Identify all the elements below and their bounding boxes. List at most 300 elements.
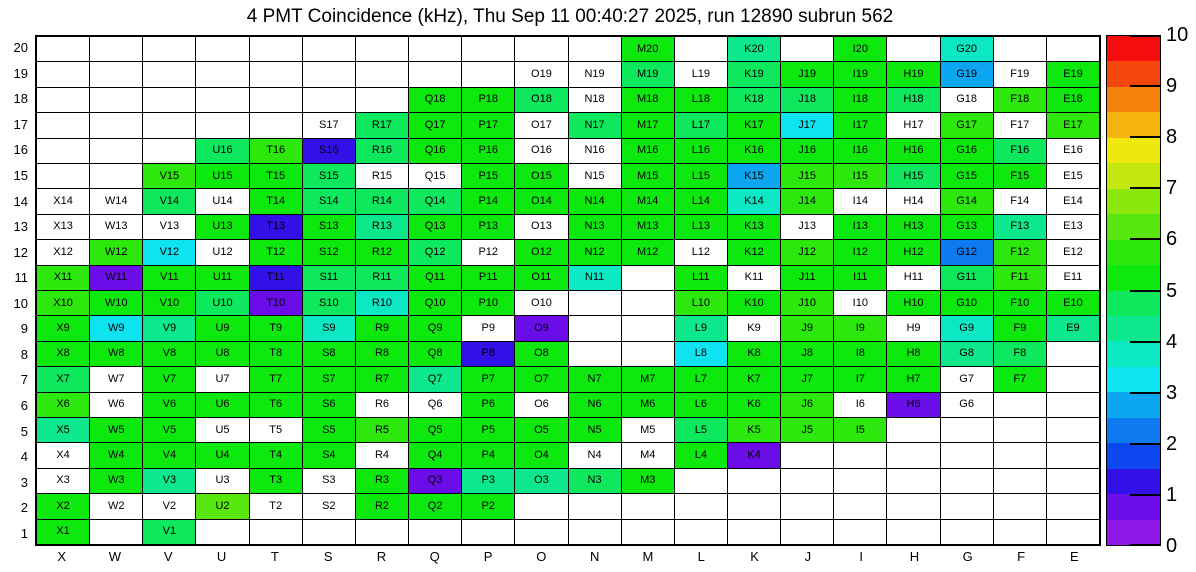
- y-tick-label: 17: [13, 116, 28, 132]
- colorbar-band: [1107, 494, 1160, 519]
- heatmap-cell: [781, 37, 833, 61]
- heatmap-cell: R4: [356, 443, 408, 467]
- heatmap-cell: [196, 37, 248, 61]
- heatmap-cell: S3: [303, 469, 355, 493]
- heatmap-cell: N14: [569, 189, 621, 213]
- heatmap-cell: O13: [515, 215, 567, 239]
- x-tick-label: P: [483, 549, 493, 564]
- y-tick-label: 12: [13, 244, 28, 260]
- heatmap-cell: V6: [143, 393, 195, 417]
- heatmap-cell: U8: [196, 342, 248, 366]
- heatmap-cell: Q16: [409, 139, 461, 163]
- y-tick-label: 20: [13, 40, 28, 56]
- heatmap-cell: K14: [728, 189, 780, 213]
- heatmap-cell: Q18: [409, 88, 461, 112]
- heatmap-cell: T2: [250, 494, 302, 518]
- heatmap-cell: P3: [462, 469, 514, 493]
- heatmap-cell: O11: [515, 266, 567, 290]
- heatmap-cell: [569, 291, 621, 315]
- heatmap-cell: P11: [462, 266, 514, 290]
- heatmap-cell: S14: [303, 189, 355, 213]
- heatmap-cell: U9: [196, 316, 248, 340]
- heatmap-cell: R7: [356, 367, 408, 391]
- heatmap-cell: U10: [196, 291, 248, 315]
- heatmap-cell: I19: [834, 62, 886, 86]
- heatmap-cell: L14: [675, 189, 727, 213]
- heatmap-cell: J5: [781, 418, 833, 442]
- colorbar-band: [1107, 112, 1160, 137]
- heatmap-cell: S11: [303, 266, 355, 290]
- heatmap-cell: O15: [515, 164, 567, 188]
- colorbar-band: [1107, 418, 1160, 443]
- heatmap-cell: [37, 164, 89, 188]
- y-tick-label: 3: [20, 474, 28, 490]
- heatmap-cell: W8: [90, 342, 142, 366]
- heatmap-cell: [196, 520, 248, 544]
- heatmap-cell: G18: [941, 88, 993, 112]
- heatmap-cell: O7: [515, 367, 567, 391]
- heatmap-cell: T12: [250, 240, 302, 264]
- heatmap-cell: P7: [462, 367, 514, 391]
- heatmap-cell: W7: [90, 367, 142, 391]
- heatmap-cell: R15: [356, 164, 408, 188]
- colorbar-tick-label: 7: [1166, 177, 1178, 200]
- heatmap-cell: O19: [515, 62, 567, 86]
- heatmap-cell: K10: [728, 291, 780, 315]
- heatmap-cell: L7: [675, 367, 727, 391]
- heatmap-cell: T9: [250, 316, 302, 340]
- heatmap-cell: L12: [675, 240, 727, 264]
- heatmap-cell: P6: [462, 393, 514, 417]
- heatmap-cell: G19: [941, 62, 993, 86]
- heatmap-cell: R11: [356, 266, 408, 290]
- heatmap-cell: O3: [515, 469, 567, 493]
- heatmap-cell: K9: [728, 316, 780, 340]
- colorbar-tick-label: 0: [1166, 535, 1178, 557]
- heatmap-cell: G14: [941, 189, 993, 213]
- heatmap-cell: [143, 139, 195, 163]
- x-tick-label: Q: [429, 549, 440, 564]
- heatmap-cell: [1047, 494, 1099, 518]
- heatmap-cell: W6: [90, 393, 142, 417]
- heatmap-cell: E14: [1047, 189, 1099, 213]
- heatmap-cell: W10: [90, 291, 142, 315]
- heatmap-cell: [1047, 443, 1099, 467]
- heatmap-cell: P17: [462, 113, 514, 137]
- heatmap-cell: [622, 520, 674, 544]
- heatmap-cell: Q3: [409, 469, 461, 493]
- heatmap-cell: L10: [675, 291, 727, 315]
- heatmap-cell: M15: [622, 164, 674, 188]
- heatmap-cell: L11: [675, 266, 727, 290]
- heatmap-grid: [35, 35, 1101, 546]
- heatmap-cell: W4: [90, 443, 142, 467]
- x-tick-label: L: [697, 549, 705, 564]
- heatmap-cell: M16: [622, 139, 674, 163]
- heatmap-cell: [90, 62, 142, 86]
- heatmap-cell: S17: [303, 113, 355, 137]
- y-tick-label: 5: [20, 423, 28, 439]
- heatmap-cell: [1047, 418, 1099, 442]
- heatmap-cell: X2: [37, 494, 89, 518]
- heatmap-cell: [675, 469, 727, 493]
- heatmap-cell: J16: [781, 139, 833, 163]
- heatmap-cell: U5: [196, 418, 248, 442]
- heatmap-cell: T14: [250, 189, 302, 213]
- heatmap-cell: R12: [356, 240, 408, 264]
- heatmap-cell: J10: [781, 291, 833, 315]
- heatmap-cell: E17: [1047, 113, 1099, 137]
- heatmap-cell: M7: [622, 367, 674, 391]
- heatmap-cell: O16: [515, 139, 567, 163]
- heatmap-cell: K13: [728, 215, 780, 239]
- heatmap-cell: X13: [37, 215, 89, 239]
- heatmap-cell: F11: [994, 266, 1046, 290]
- x-tick-label: I: [859, 549, 863, 564]
- heatmap-cell: I8: [834, 342, 886, 366]
- x-tick-label: E: [1070, 549, 1079, 564]
- colorbar-tick: [1130, 290, 1160, 292]
- heatmap-cell: [569, 37, 621, 61]
- heatmap-cell: J18: [781, 88, 833, 112]
- heatmap-cell: U11: [196, 266, 248, 290]
- heatmap-cell: F7: [994, 367, 1046, 391]
- colorbar-tick-label: 8: [1166, 126, 1178, 149]
- heatmap-cell: [143, 113, 195, 137]
- heatmap-cell: T4: [250, 443, 302, 467]
- heatmap-cell: [409, 37, 461, 61]
- heatmap-cell: [887, 37, 939, 61]
- heatmap-cell: Q10: [409, 291, 461, 315]
- heatmap-cell: [728, 520, 780, 544]
- heatmap-cell: [1047, 342, 1099, 366]
- heatmap-cell: T13: [250, 215, 302, 239]
- heatmap-cell: G15: [941, 164, 993, 188]
- colorbar-tick-label: 6: [1166, 228, 1178, 251]
- heatmap-cell: M5: [622, 418, 674, 442]
- heatmap-cell: W5: [90, 418, 142, 442]
- heatmap-cell: [143, 88, 195, 112]
- heatmap-cell: [356, 62, 408, 86]
- heatmap-cell: X7: [37, 367, 89, 391]
- heatmap-cell: E16: [1047, 139, 1099, 163]
- heatmap-cell: G12: [941, 240, 993, 264]
- heatmap-cell: U6: [196, 393, 248, 417]
- x-tick-label: M: [642, 549, 654, 564]
- heatmap-cell: G20: [941, 37, 993, 61]
- x-tick-label: V: [163, 549, 173, 564]
- heatmap-cell: [834, 520, 886, 544]
- heatmap-cell: M18: [622, 88, 674, 112]
- heatmap-cell: [90, 520, 142, 544]
- heatmap-cell: [994, 520, 1046, 544]
- heatmap-cell: X5: [37, 418, 89, 442]
- heatmap-cell: U2: [196, 494, 248, 518]
- heatmap-cell: [250, 62, 302, 86]
- heatmap-cell: [303, 62, 355, 86]
- colorbar-tick: [1130, 35, 1160, 37]
- heatmap-cell: S10: [303, 291, 355, 315]
- heatmap-cell: [196, 88, 248, 112]
- x-axis-labels: [35, 550, 1101, 568]
- heatmap-cell: L8: [675, 342, 727, 366]
- heatmap-cell: N18: [569, 88, 621, 112]
- heatmap-cell: P2: [462, 494, 514, 518]
- heatmap-cell: R8: [356, 342, 408, 366]
- heatmap-cell: H11: [887, 266, 939, 290]
- heatmap-cell: R5: [356, 418, 408, 442]
- heatmap-cell: X14: [37, 189, 89, 213]
- heatmap-cell: M17: [622, 113, 674, 137]
- heatmap-cell: M13: [622, 215, 674, 239]
- heatmap-cell: N4: [569, 443, 621, 467]
- heatmap-cell: O14: [515, 189, 567, 213]
- heatmap-cell: [1047, 520, 1099, 544]
- colorbar-band: [1107, 265, 1160, 290]
- heatmap-cell: M14: [622, 189, 674, 213]
- heatmap-cell: M3: [622, 469, 674, 493]
- heatmap-cell: [834, 443, 886, 467]
- chart-title: 4 PMT Coincidence (kHz), Thu Sep 11 00:40:27 2025, run 12890 subrun 562: [246, 6, 894, 27]
- y-tick-label: 10: [13, 295, 28, 311]
- heatmap-cell: E12: [1047, 240, 1099, 264]
- heatmap-cell: K8: [728, 342, 780, 366]
- x-tick-label: X: [57, 549, 66, 564]
- heatmap-cell: [515, 520, 567, 544]
- heatmap-cell: K18: [728, 88, 780, 112]
- heatmap-cell: N3: [569, 469, 621, 493]
- heatmap-cell: R16: [356, 139, 408, 163]
- heatmap-cell: [941, 494, 993, 518]
- heatmap-cell: P18: [462, 88, 514, 112]
- heatmap-cell: [37, 62, 89, 86]
- heatmap-cell: [728, 469, 780, 493]
- heatmap-cell: [515, 37, 567, 61]
- heatmap-cell: [569, 494, 621, 518]
- heatmap-cell: S13: [303, 215, 355, 239]
- heatmap-cell: K11: [728, 266, 780, 290]
- x-tick-label: W: [108, 549, 122, 564]
- heatmap-cell: G11: [941, 266, 993, 290]
- heatmap-cell: Q9: [409, 316, 461, 340]
- heatmap-cell: O5: [515, 418, 567, 442]
- heatmap-cell: V14: [143, 189, 195, 213]
- heatmap-cell: [781, 494, 833, 518]
- heatmap-cell: V9: [143, 316, 195, 340]
- heatmap-cell: X11: [37, 266, 89, 290]
- heatmap-cell: [90, 113, 142, 137]
- heatmap-cell: G17: [941, 113, 993, 137]
- heatmap-cell: E19: [1047, 62, 1099, 86]
- heatmap-cell: I20: [834, 37, 886, 61]
- heatmap-cell: S12: [303, 240, 355, 264]
- heatmap-cell: U15: [196, 164, 248, 188]
- x-tick-label: R: [376, 549, 387, 564]
- heatmap-cell: G13: [941, 215, 993, 239]
- heatmap-cell: P8: [462, 342, 514, 366]
- heatmap-cell: Q17: [409, 113, 461, 137]
- colorbar-band: [1107, 341, 1160, 366]
- heatmap-cell: R17: [356, 113, 408, 137]
- colorbar-tick-label: 5: [1166, 279, 1178, 302]
- heatmap-cell: [250, 113, 302, 137]
- heatmap-cell: M20: [622, 37, 674, 61]
- heatmap-cell: [887, 494, 939, 518]
- colorbar-tick-label: 1: [1166, 483, 1178, 506]
- y-tick-label: 15: [13, 168, 28, 184]
- heatmap-cell: H12: [887, 240, 939, 264]
- heatmap-cell: G6: [941, 393, 993, 417]
- heatmap-cell: K20: [728, 37, 780, 61]
- heatmap-cell: [781, 520, 833, 544]
- heatmap-cell: N15: [569, 164, 621, 188]
- heatmap-cell: [622, 316, 674, 340]
- heatmap-cell: L13: [675, 215, 727, 239]
- heatmap-cell: G7: [941, 367, 993, 391]
- heatmap-cell: V12: [143, 240, 195, 264]
- heatmap-cell: S7: [303, 367, 355, 391]
- heatmap-cell: I7: [834, 367, 886, 391]
- colorbar-tick-label: 10: [1166, 24, 1189, 46]
- heatmap-cell: [994, 37, 1046, 61]
- heatmap-cell: M19: [622, 62, 674, 86]
- heatmap-cell: [250, 520, 302, 544]
- heatmap-cell: R10: [356, 291, 408, 315]
- heatmap-cell: W14: [90, 189, 142, 213]
- heatmap-cell: O18: [515, 88, 567, 112]
- heatmap-cell: N5: [569, 418, 621, 442]
- heatmap-cell: H17: [887, 113, 939, 137]
- heatmap-cell: T5: [250, 418, 302, 442]
- heatmap-cell: L18: [675, 88, 727, 112]
- colorbar-tick: [1130, 392, 1160, 394]
- heatmap-cell: N7: [569, 367, 621, 391]
- colorbar-tick-label: 4: [1166, 330, 1178, 353]
- heatmap-cell: W12: [90, 240, 142, 264]
- heatmap-cell: [887, 520, 939, 544]
- y-tick-label: 2: [20, 500, 28, 516]
- heatmap-cell: L9: [675, 316, 727, 340]
- heatmap-cell: [941, 469, 993, 493]
- x-tick-label: J: [804, 549, 812, 564]
- heatmap-cell: Q6: [409, 393, 461, 417]
- heatmap-cell: N13: [569, 215, 621, 239]
- heatmap-cell: F9: [994, 316, 1046, 340]
- heatmap-cell: F16: [994, 139, 1046, 163]
- colorbar-band: [1107, 36, 1160, 61]
- heatmap-cell: H6: [887, 393, 939, 417]
- colorbar-band: [1107, 291, 1160, 316]
- y-tick-label: 8: [20, 346, 28, 362]
- heatmap-cell: T11: [250, 266, 302, 290]
- heatmap-cell: [462, 62, 514, 86]
- heatmap-cell: J14: [781, 189, 833, 213]
- y-tick-label: 6: [20, 397, 28, 413]
- heatmap-cell: [356, 88, 408, 112]
- heatmap-cell: P13: [462, 215, 514, 239]
- heatmap-cell: F8: [994, 342, 1046, 366]
- colorbar-band: [1107, 189, 1160, 214]
- x-tick-label: U: [216, 549, 227, 564]
- heatmap-cell: H13: [887, 215, 939, 239]
- heatmap-cell: [675, 520, 727, 544]
- y-axis-labels: [4, 35, 30, 546]
- colorbar-band: [1107, 87, 1160, 112]
- heatmap-cell: I6: [834, 393, 886, 417]
- heatmap-cell: O12: [515, 240, 567, 264]
- heatmap-cell: [887, 443, 939, 467]
- heatmap-cell: H9: [887, 316, 939, 340]
- x-tick-label: O: [536, 549, 547, 564]
- heatmap-cell: U16: [196, 139, 248, 163]
- heatmap-cell: S5: [303, 418, 355, 442]
- heatmap-cell: H14: [887, 189, 939, 213]
- heatmap-cell: O6: [515, 393, 567, 417]
- heatmap-cell: Q7: [409, 367, 461, 391]
- heatmap-cell: [941, 418, 993, 442]
- y-tick-label: 13: [13, 219, 28, 235]
- heatmap-cell: J9: [781, 316, 833, 340]
- heatmap-cell: J13: [781, 215, 833, 239]
- heatmap-cell: I14: [834, 189, 886, 213]
- heatmap-cell: S8: [303, 342, 355, 366]
- heatmap-cell: E9: [1047, 316, 1099, 340]
- heatmap-cell: Q14: [409, 189, 461, 213]
- heatmap-cell: I5: [834, 418, 886, 442]
- heatmap-cell: W2: [90, 494, 142, 518]
- colorbar-tick: [1130, 187, 1160, 189]
- heatmap-cell: U14: [196, 189, 248, 213]
- heatmap-cell: [303, 88, 355, 112]
- x-tick-label: F: [1017, 549, 1026, 564]
- heatmap-cell: V4: [143, 443, 195, 467]
- heatmap-cell: X3: [37, 469, 89, 493]
- heatmap-cell: J15: [781, 164, 833, 188]
- heatmap-cell: K6: [728, 393, 780, 417]
- heatmap-cell: N19: [569, 62, 621, 86]
- heatmap-cell: S16: [303, 139, 355, 163]
- heatmap-cell: [887, 469, 939, 493]
- heatmap-cell: [143, 62, 195, 86]
- heatmap-cell: I11: [834, 266, 886, 290]
- heatmap-cell: P14: [462, 189, 514, 213]
- heatmap-cell: O17: [515, 113, 567, 137]
- heatmap-cell: K7: [728, 367, 780, 391]
- heatmap-cell: K15: [728, 164, 780, 188]
- heatmap-cell: F13: [994, 215, 1046, 239]
- heatmap-cell: [37, 139, 89, 163]
- colorbar-tick: [1130, 85, 1160, 87]
- heatmap-cell: [90, 139, 142, 163]
- heatmap-cell: [250, 88, 302, 112]
- colorbar-tick: [1130, 238, 1160, 240]
- heatmap-cell: H8: [887, 342, 939, 366]
- heatmap-cell: H10: [887, 291, 939, 315]
- colorbar-band: [1107, 163, 1160, 188]
- heatmap-cell: J6: [781, 393, 833, 417]
- heatmap-cell: Q8: [409, 342, 461, 366]
- heatmap-cell: W11: [90, 266, 142, 290]
- colorbar-tick: [1130, 494, 1160, 496]
- heatmap-cell: V13: [143, 215, 195, 239]
- heatmap-cell: V2: [143, 494, 195, 518]
- heatmap-cell: E15: [1047, 164, 1099, 188]
- heatmap-cell: [994, 418, 1046, 442]
- colorbar-band: [1107, 240, 1160, 265]
- x-tick-label: N: [589, 549, 600, 564]
- heatmap-cell: N6: [569, 393, 621, 417]
- x-tick-label: K: [750, 549, 759, 564]
